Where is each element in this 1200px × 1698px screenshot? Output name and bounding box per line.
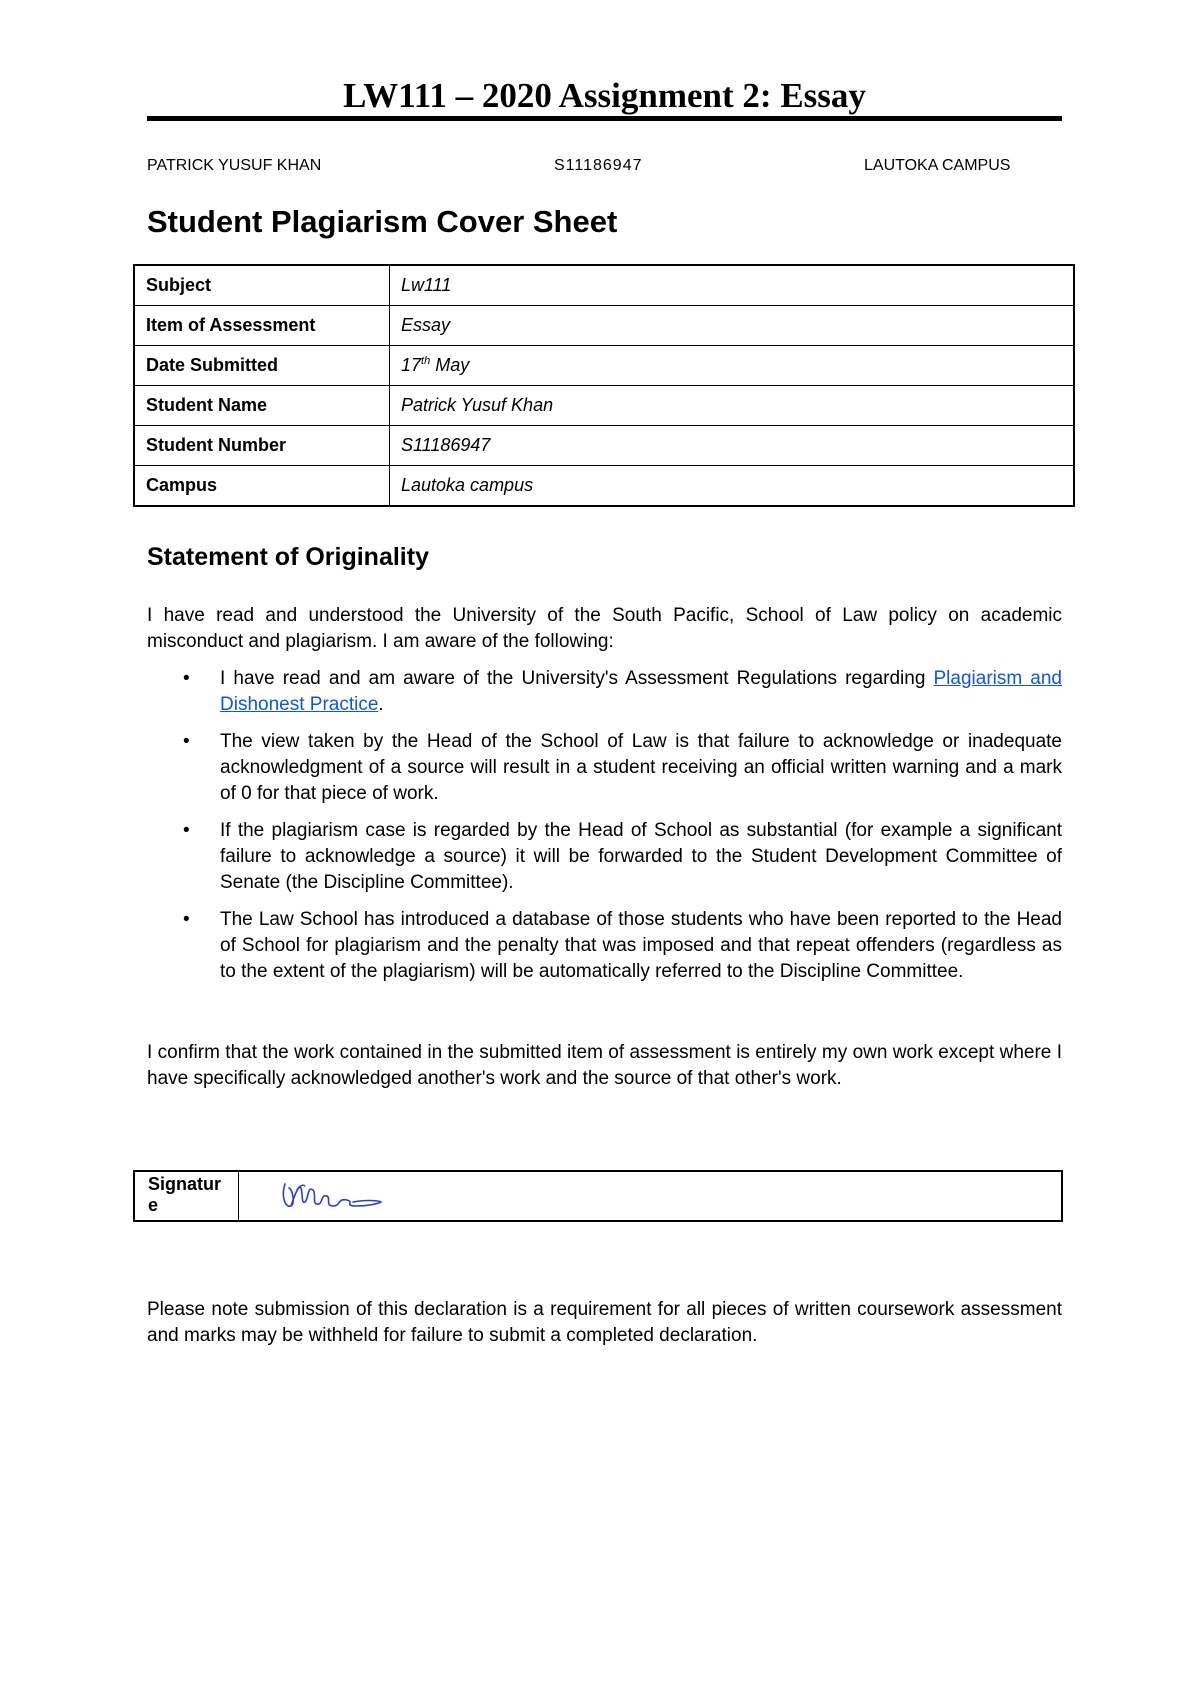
campus-value: Lautoka campus xyxy=(390,466,1075,507)
student-id-header: S11186947 xyxy=(554,157,643,174)
bullet-icon: • xyxy=(183,820,190,841)
date-month: May xyxy=(430,355,470,375)
bullet-icon: • xyxy=(183,668,190,689)
bullet-icon: • xyxy=(183,731,190,752)
student-name-value: Patrick Yusuf Khan xyxy=(390,386,1075,426)
cover-sheet-table xyxy=(133,264,1075,507)
table-row xyxy=(134,265,1074,306)
title-divider xyxy=(147,116,1062,121)
page-title: LW111 – 2020 Assignment 2: Essay xyxy=(343,76,866,115)
list-item xyxy=(147,729,1062,807)
list-item-text: The Law School has introduced a database of those students who have been reported to the Head of School for plagiarism and the penalty that was imposed and that repeat offenders (regardless as to the extent of the plagiarism) will be automatically referred to the Discipline Committee. xyxy=(220,909,1062,982)
signature-label-line2: e xyxy=(148,1195,159,1215)
originality-intro: I have read and understood the University of the South Pacific, School of Law policy on academic misconduct and plagiarism. I am aware of the following: xyxy=(147,605,1062,652)
signature-label-line1: Signatur xyxy=(148,1174,222,1194)
assessment-value: Essay xyxy=(390,306,1075,346)
date-submitted-value xyxy=(390,346,1075,386)
table-row xyxy=(134,386,1074,426)
policy-list xyxy=(147,666,1062,996)
row-label: Subject xyxy=(134,265,390,306)
student-number-value: S11186947 xyxy=(390,426,1075,466)
submission-note: Please note submission of this declaration is a requirement for all pieces of written coursework assessment and marks may be withheld for failure to submit a completed declaration. xyxy=(147,1299,1062,1346)
confirmation-statement: I confirm that the work contained in the submitted item of assessment is entirely my own work except where I have specifically acknowledged another's work and the source of that other's work. xyxy=(147,1042,1062,1089)
plagiarism-policy-link[interactable]: Plagiarism and Dishonest Practice xyxy=(220,668,1063,715)
list-item xyxy=(147,666,1062,718)
list-item-text: I have read and am aware of the University's Assessment Regulations regarding xyxy=(220,668,934,689)
bullet-icon: • xyxy=(183,909,190,930)
list-item-text: If the plagiarism case is regarded by the Head of School as substantial (for example a significant failure to acknowledge a source) it will be forwarded to the Student Development Committee of Senate (the Discipline Committee). xyxy=(220,820,1062,893)
cover-sheet-heading: Student Plagiarism Cover Sheet xyxy=(147,204,618,239)
list-item xyxy=(147,818,1062,896)
signature-box xyxy=(133,1170,1063,1222)
list-item-end: . xyxy=(378,694,384,715)
signature-label xyxy=(135,1172,239,1220)
signature-image xyxy=(277,1176,387,1216)
student-info-row xyxy=(147,154,1062,178)
row-label: Date Submitted xyxy=(134,346,390,386)
campus-header: LAUTOKA CAMPUS xyxy=(864,157,1011,174)
row-label: Student Name xyxy=(134,386,390,426)
table-row xyxy=(134,466,1074,507)
list-item xyxy=(147,907,1062,985)
list-item-text: The view taken by the Head of the School of Law is that failure to acknowledge or inadequate acknowledgment of a source will result in a student receiving an official written warning and a mark of 0 for that piece of work. xyxy=(220,731,1062,804)
row-label: Campus xyxy=(134,466,390,507)
table-row xyxy=(134,306,1074,346)
originality-heading: Statement of Originality xyxy=(147,543,429,571)
date-ordinal: th xyxy=(421,355,431,367)
table-row xyxy=(134,426,1074,466)
table-row xyxy=(134,346,1074,386)
row-label: Item of Assessment xyxy=(134,306,390,346)
student-name-header: PATRICK YUSUF KHAN xyxy=(147,157,322,174)
row-label: Student Number xyxy=(134,426,390,466)
date-day: 17 xyxy=(401,355,422,375)
subject-value: Lw111 xyxy=(390,265,1075,306)
